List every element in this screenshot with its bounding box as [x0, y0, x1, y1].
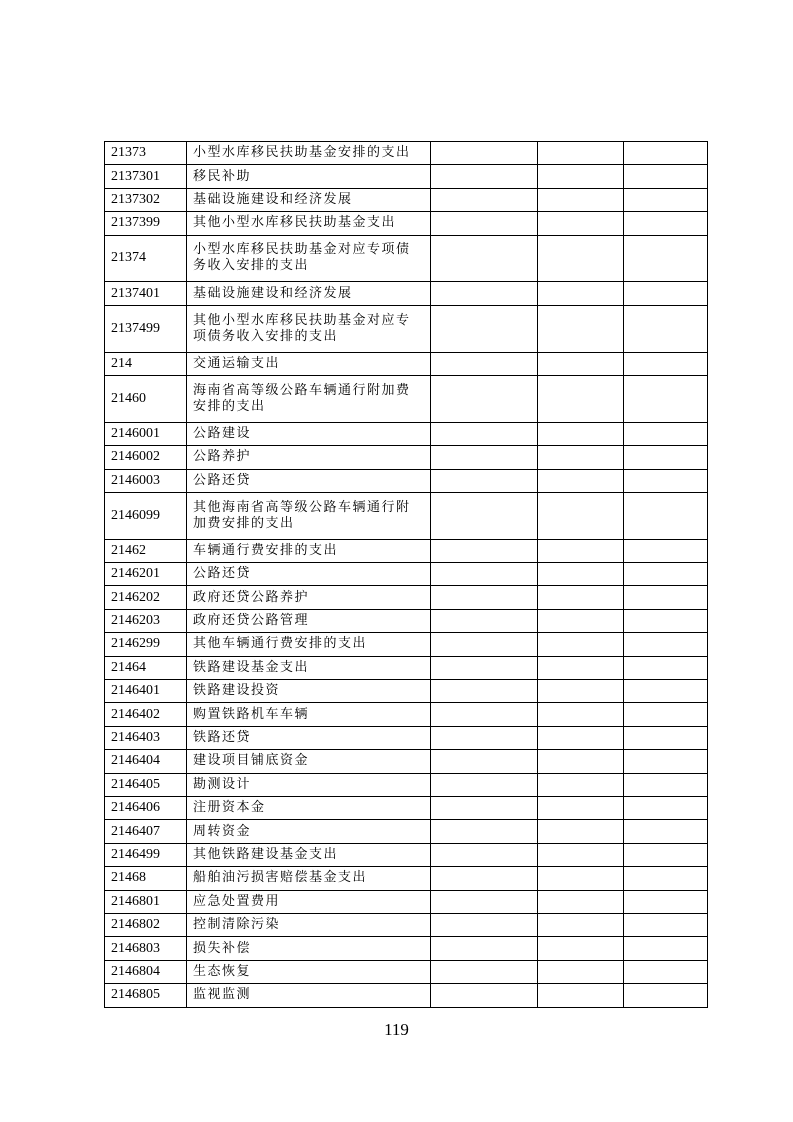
table-row: [105, 563, 708, 586]
empty-value-cell: [431, 797, 538, 820]
empty-value-cell: [431, 820, 538, 843]
empty-value-cell: [624, 890, 708, 913]
subject-code-cell: 2146201: [105, 563, 187, 586]
subject-name-cell: 其他铁路建设基金支出: [187, 843, 431, 866]
empty-value-cell: [624, 937, 708, 960]
empty-value-cell: [624, 633, 708, 656]
subject-name-cell: 其他小型水库移民扶助基金对应专项债务收入安排的支出: [187, 305, 431, 352]
empty-value-cell: [431, 867, 538, 890]
table-row: [105, 352, 708, 375]
subject-name-cell: 铁路还贷: [187, 726, 431, 749]
empty-value-cell: [538, 446, 624, 469]
table-row: [105, 656, 708, 679]
subject-code-cell: 2146405: [105, 773, 187, 796]
empty-value-cell: [431, 375, 538, 422]
subject-code-cell: 21373: [105, 142, 187, 165]
empty-value-cell: [538, 305, 624, 352]
table-row: [105, 843, 708, 866]
subject-name-cell: 移民补助: [187, 165, 431, 188]
empty-value-cell: [431, 633, 538, 656]
empty-value-cell: [431, 563, 538, 586]
subject-code-cell: 2146801: [105, 890, 187, 913]
subject-code-cell: 2146203: [105, 609, 187, 632]
empty-value-cell: [431, 609, 538, 632]
table-row: [105, 960, 708, 983]
subject-name-cell: 铁路建设基金支出: [187, 656, 431, 679]
subject-code-cell: 2146803: [105, 937, 187, 960]
subject-code-cell: 2137302: [105, 188, 187, 211]
empty-value-cell: [538, 586, 624, 609]
subject-code-cell: 21462: [105, 539, 187, 562]
empty-value-cell: [538, 165, 624, 188]
empty-value-cell: [431, 188, 538, 211]
table-row: [105, 680, 708, 703]
empty-value-cell: [624, 797, 708, 820]
subject-code-cell: 2146002: [105, 446, 187, 469]
empty-value-cell: [624, 352, 708, 375]
subject-code-cell: 2146099: [105, 492, 187, 539]
empty-value-cell: [624, 165, 708, 188]
empty-value-cell: [624, 960, 708, 983]
subject-name-cell: 其他小型水库移民扶助基金支出: [187, 212, 431, 235]
empty-value-cell: [431, 305, 538, 352]
empty-value-cell: [624, 609, 708, 632]
empty-value-cell: [624, 212, 708, 235]
empty-value-cell: [431, 469, 538, 492]
subject-code-cell: 2137399: [105, 212, 187, 235]
empty-value-cell: [431, 726, 538, 749]
subject-name-cell: 控制清除污染: [187, 913, 431, 936]
subject-code-cell: 2146003: [105, 469, 187, 492]
table-row: [105, 539, 708, 562]
subject-name-cell: 公路还贷: [187, 469, 431, 492]
empty-value-cell: [538, 773, 624, 796]
subject-code-cell: 2146404: [105, 750, 187, 773]
subject-code-cell: 2137301: [105, 165, 187, 188]
subject-code-cell: 2146403: [105, 726, 187, 749]
subject-code-cell: 21374: [105, 235, 187, 282]
empty-value-cell: [431, 539, 538, 562]
empty-value-cell: [431, 446, 538, 469]
subject-code-cell: 2146407: [105, 820, 187, 843]
subject-name-cell: 政府还贷公路管理: [187, 609, 431, 632]
table-row: [105, 492, 708, 539]
empty-value-cell: [431, 773, 538, 796]
empty-value-cell: [431, 165, 538, 188]
empty-value-cell: [431, 750, 538, 773]
empty-value-cell: [538, 960, 624, 983]
empty-value-cell: [538, 282, 624, 305]
empty-value-cell: [431, 235, 538, 282]
subject-code-cell: 21460: [105, 375, 187, 422]
empty-value-cell: [624, 867, 708, 890]
subject-name-cell: 交通运输支出: [187, 352, 431, 375]
table-row: [105, 750, 708, 773]
subject-code-cell: 2146499: [105, 843, 187, 866]
empty-value-cell: [431, 212, 538, 235]
subject-code-cell: 2146804: [105, 960, 187, 983]
empty-value-cell: [538, 563, 624, 586]
empty-value-cell: [624, 913, 708, 936]
table-row: [105, 235, 708, 282]
table-row: [105, 469, 708, 492]
subject-name-cell: 勘测设计: [187, 773, 431, 796]
subject-name-cell: 船舶油污损害赔偿基金支出: [187, 867, 431, 890]
table-row: [105, 890, 708, 913]
empty-value-cell: [538, 726, 624, 749]
subject-code-cell: 2146802: [105, 913, 187, 936]
empty-value-cell: [538, 539, 624, 562]
subject-name-cell: 损失补偿: [187, 937, 431, 960]
table-row: [105, 422, 708, 445]
empty-value-cell: [624, 750, 708, 773]
subject-code-cell: 21464: [105, 656, 187, 679]
empty-value-cell: [538, 422, 624, 445]
empty-value-cell: [538, 680, 624, 703]
table-row: [105, 375, 708, 422]
empty-value-cell: [431, 937, 538, 960]
empty-value-cell: [624, 563, 708, 586]
subject-code-cell: 2146805: [105, 984, 187, 1007]
empty-value-cell: [538, 142, 624, 165]
empty-value-cell: [431, 282, 538, 305]
empty-value-cell: [624, 773, 708, 796]
subject-name-cell: 其他海南省高等级公路车辆通行附加费安排的支出: [187, 492, 431, 539]
empty-value-cell: [624, 984, 708, 1007]
subject-name-cell: 生态恢复: [187, 960, 431, 983]
table-row: [105, 212, 708, 235]
empty-value-cell: [538, 937, 624, 960]
budget-table: [104, 141, 708, 1008]
empty-value-cell: [624, 375, 708, 422]
empty-value-cell: [624, 843, 708, 866]
empty-value-cell: [624, 703, 708, 726]
subject-name-cell: 公路建设: [187, 422, 431, 445]
empty-value-cell: [538, 703, 624, 726]
table-row: [105, 726, 708, 749]
empty-value-cell: [431, 960, 538, 983]
empty-value-cell: [624, 142, 708, 165]
empty-value-cell: [538, 235, 624, 282]
subject-name-cell: 应急处置费用: [187, 890, 431, 913]
subject-code-cell: 2137499: [105, 305, 187, 352]
empty-value-cell: [538, 352, 624, 375]
empty-value-cell: [624, 282, 708, 305]
empty-value-cell: [538, 375, 624, 422]
subject-name-cell: 注册资本金: [187, 797, 431, 820]
empty-value-cell: [431, 680, 538, 703]
table-row: [105, 305, 708, 352]
subject-name-cell: 铁路建设投资: [187, 680, 431, 703]
subject-name-cell: 基础设施建设和经济发展: [187, 188, 431, 211]
subject-code-cell: 2146202: [105, 586, 187, 609]
subject-name-cell: 公路养护: [187, 446, 431, 469]
table-row: [105, 820, 708, 843]
empty-value-cell: [538, 633, 624, 656]
empty-value-cell: [538, 867, 624, 890]
empty-value-cell: [431, 586, 538, 609]
subject-name-cell: 海南省高等级公路车辆通行附加费安排的支出: [187, 375, 431, 422]
table-row: [105, 773, 708, 796]
subject-code-cell: 2146401: [105, 680, 187, 703]
empty-value-cell: [431, 422, 538, 445]
table-row: [105, 797, 708, 820]
subject-name-cell: 建设项目铺底资金: [187, 750, 431, 773]
empty-value-cell: [431, 703, 538, 726]
subject-name-cell: 其他车辆通行费安排的支出: [187, 633, 431, 656]
table-row: [105, 188, 708, 211]
subject-name-cell: 基础设施建设和经济发展: [187, 282, 431, 305]
empty-value-cell: [431, 843, 538, 866]
subject-code-cell: 21468: [105, 867, 187, 890]
subject-name-cell: 政府还贷公路养护: [187, 586, 431, 609]
empty-value-cell: [431, 656, 538, 679]
empty-value-cell: [624, 539, 708, 562]
empty-value-cell: [431, 913, 538, 936]
subject-name-cell: 购置铁路机车车辆: [187, 703, 431, 726]
empty-value-cell: [538, 820, 624, 843]
empty-value-cell: [624, 680, 708, 703]
table-row: [105, 984, 708, 1007]
empty-value-cell: [624, 586, 708, 609]
empty-value-cell: [538, 656, 624, 679]
empty-value-cell: [538, 750, 624, 773]
empty-value-cell: [624, 446, 708, 469]
subject-name-cell: 公路还贷: [187, 563, 431, 586]
empty-value-cell: [538, 797, 624, 820]
empty-value-cell: [624, 469, 708, 492]
subject-name-cell: 车辆通行费安排的支出: [187, 539, 431, 562]
table-row: [105, 937, 708, 960]
empty-value-cell: [624, 235, 708, 282]
empty-value-cell: [538, 492, 624, 539]
subject-code-cell: 2146402: [105, 703, 187, 726]
subject-name-cell: 小型水库移民扶助基金安排的支出: [187, 142, 431, 165]
empty-value-cell: [431, 352, 538, 375]
subject-name-cell: 周转资金: [187, 820, 431, 843]
empty-value-cell: [624, 305, 708, 352]
table-row: [105, 609, 708, 632]
table-row: [105, 165, 708, 188]
empty-value-cell: [538, 212, 624, 235]
empty-value-cell: [538, 609, 624, 632]
table-row: [105, 142, 708, 165]
table-row: [105, 703, 708, 726]
subject-code-cell: 2146299: [105, 633, 187, 656]
subject-code-cell: 2146001: [105, 422, 187, 445]
subject-code-cell: 2137401: [105, 282, 187, 305]
empty-value-cell: [538, 469, 624, 492]
empty-value-cell: [624, 188, 708, 211]
table-row: [105, 586, 708, 609]
page-number: 119: [384, 1020, 409, 1039]
empty-value-cell: [538, 843, 624, 866]
table-row: [105, 446, 708, 469]
empty-value-cell: [538, 984, 624, 1007]
empty-value-cell: [538, 188, 624, 211]
subject-name-cell: 监视监测: [187, 984, 431, 1007]
table-row: [105, 633, 708, 656]
table-row: [105, 867, 708, 890]
empty-value-cell: [624, 820, 708, 843]
table-row: [105, 282, 708, 305]
empty-value-cell: [431, 142, 538, 165]
empty-value-cell: [431, 492, 538, 539]
subject-code-cell: 2146406: [105, 797, 187, 820]
table-body: [105, 142, 708, 1008]
empty-value-cell: [538, 913, 624, 936]
empty-value-cell: [624, 422, 708, 445]
empty-value-cell: [538, 890, 624, 913]
empty-value-cell: [431, 890, 538, 913]
table-row: [105, 913, 708, 936]
empty-value-cell: [624, 656, 708, 679]
subject-name-cell: 小型水库移民扶助基金对应专项债务收入安排的支出: [187, 235, 431, 282]
subject-code-cell: 214: [105, 352, 187, 375]
empty-value-cell: [624, 726, 708, 749]
empty-value-cell: [431, 984, 538, 1007]
empty-value-cell: [624, 492, 708, 539]
